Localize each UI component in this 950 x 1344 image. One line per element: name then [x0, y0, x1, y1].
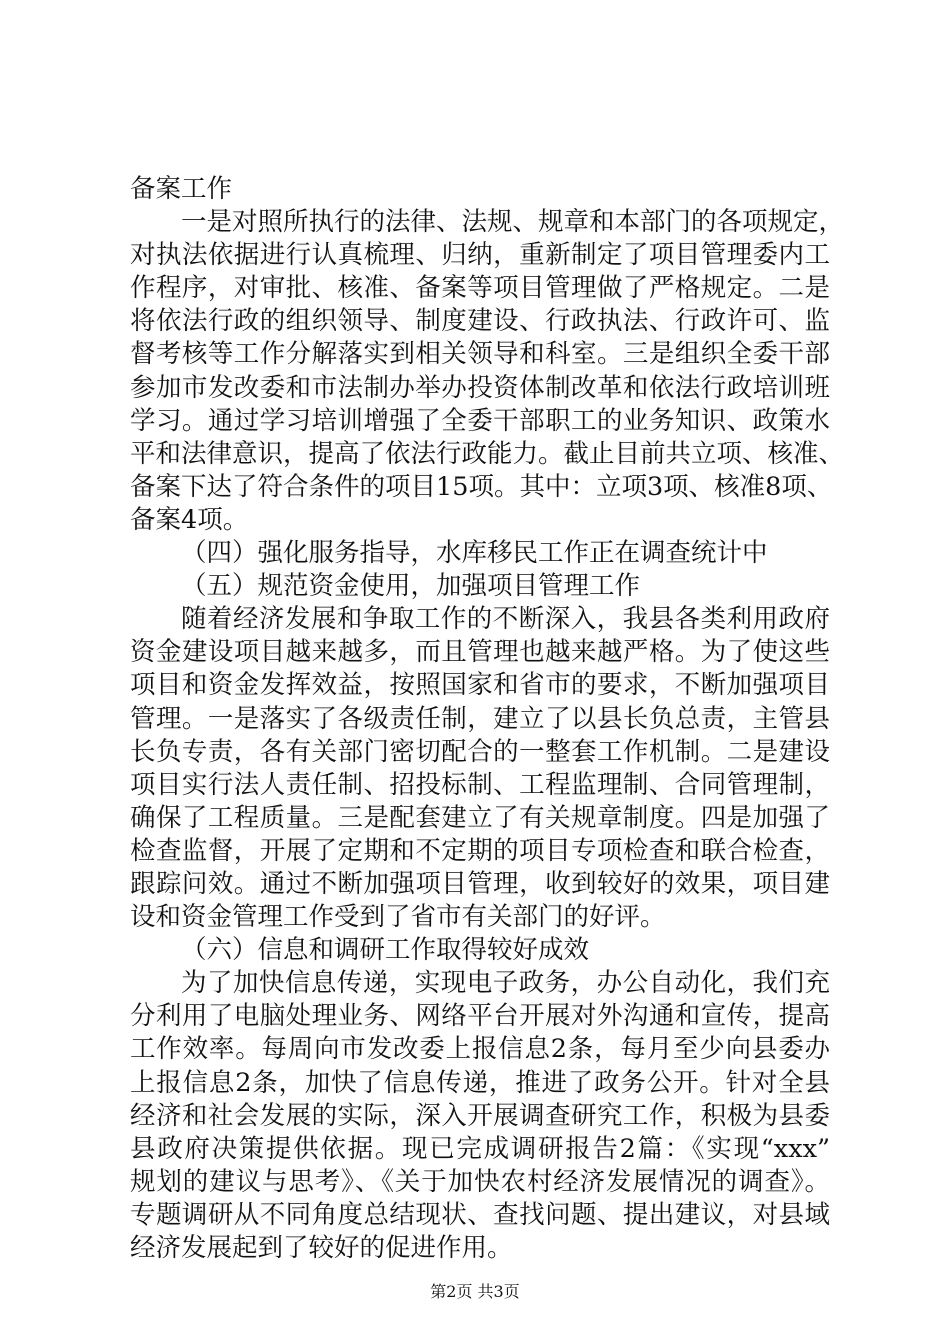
text-line: 项目实行法人责任制、招投标制、工程监理制、合同管理制， [130, 769, 830, 800]
text-line: 督考核等工作分解落实到相关领导和科室。三是组织全委干部 [130, 339, 830, 370]
text-line: 为了加快信息传递，实现电子政务，办公自动化，我们充 [181, 968, 830, 999]
text-line: 跟踪问效。通过不断加强项目管理，收到较好的效果，项目建 [130, 868, 830, 899]
text-line: 经济和社会发展的实际，深入开展调查研究工作，积极为县委 [130, 1100, 830, 1131]
text-line: 学习。通过学习培训增强了全委干部职工的业务知识、政策水 [130, 405, 830, 436]
text-line: 检查监督，开展了定期和不定期的项目专项检查和联合检查， [130, 835, 830, 866]
text-line: 作程序，对审批、核准、备案等项目管理做了严格规定。二是 [130, 273, 830, 304]
text-line: 长负专责，各有关部门密切配合的一整套工作机制。二是建设 [130, 736, 830, 767]
text-line: 随着经济发展和争取工作的不断深入，我县各类利用政府 [181, 604, 830, 635]
text-line: 设和资金管理工作受到了省市有关部门的好评。 [130, 902, 666, 933]
text-line: 县政府决策提供依据。现已完成调研报告2篇：《实现“xxx” [130, 1133, 830, 1164]
text-line: 项目和资金发挥效益，按照国家和省市的要求，不断加强项目 [130, 670, 830, 701]
text-line: 备案下达了符合条件的项目15项。其中：立项3项、核准8项、 [130, 471, 833, 502]
text-line: （五）规范资金使用，加强项目管理工作 [181, 571, 641, 602]
text-line: 资金建设项目越来越多，而且管理也越来越严格。为了使这些 [130, 637, 830, 668]
text-line: 平和法律意识，提高了依法行政能力。截止目前共立项、核准、 [130, 438, 845, 469]
text-line: 分利用了电脑处理业务、网络平台开展对外沟通和宣传，提高 [130, 1001, 830, 1032]
text-line: 工作效率。每周向市发改委上报信息2条，每月至少向县委办 [130, 1034, 830, 1065]
text-line: 将依法行政的组织领导、制度建设、行政执法、行政许可、监 [130, 306, 830, 337]
text-line: 备案工作 [130, 174, 233, 204]
page-footer: 第2页 共3页 [430, 1282, 520, 1301]
text-line: 规划的建议与思考》、《关于加快农村经济发展情况的调查》。 [130, 1166, 830, 1197]
text-line: 确保了工程质量。三是配套建立了有关规章制度。四是加强了 [130, 802, 830, 833]
text-line: （六）信息和调研工作取得较好成效 [181, 935, 590, 966]
text-line: 备案4项。 [130, 504, 249, 535]
document-body [130, 173, 845, 1265]
text-line: 管理。一是落实了各级责任制，建立了以县长负总责，主管县 [130, 703, 830, 734]
text-line: 经济发展起到了较好的促进作用。 [130, 1233, 513, 1263]
text-line: 对执法依据进行认真梳理、归纳，重新制定了项目管理委内工 [130, 240, 830, 271]
text-line: （四）强化服务指导，水库移民工作正在调查统计中 [181, 538, 768, 569]
text-line: 专题调研从不同角度总结现状、查找问题、提出建议，对县域 [130, 1199, 830, 1230]
text-line: 参加市发改委和市法制办举办投资体制改革和依法行政培训班 [130, 372, 830, 403]
text-line: 一是对照所执行的法律、法规、规章和本部门的各项规定， [181, 207, 845, 238]
text-line: 上报信息2条，加快了信息传递，推进了政务公开。针对全县 [130, 1067, 830, 1098]
